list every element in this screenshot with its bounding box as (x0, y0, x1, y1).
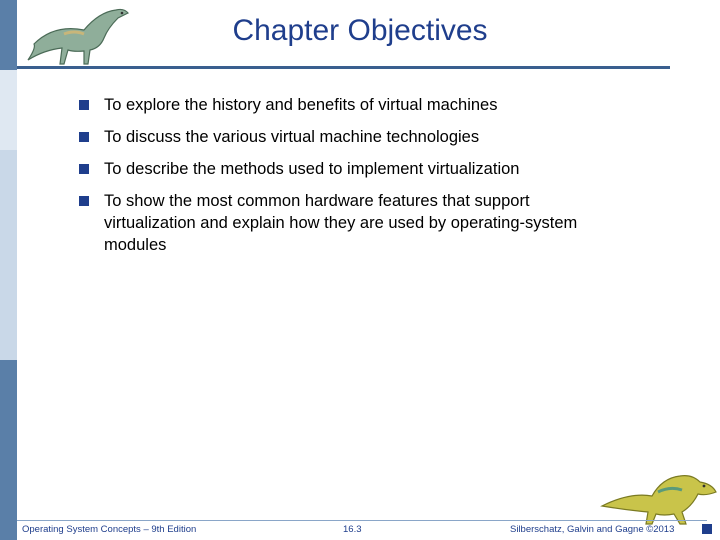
list-item-text: To explore the history and benefits of virtual machines (104, 96, 498, 114)
bullet-square-icon (79, 164, 89, 174)
list-item (78, 126, 598, 148)
dinosaur-icon (600, 462, 718, 528)
bullet-square-icon (79, 196, 89, 206)
list-item-text: To show the most common hardware features that support virtualization and explain how they are used by operating-system modules (104, 192, 578, 254)
list-item-text: To describe the methods used to implement virtualization (104, 160, 520, 178)
footer-authors: Silberschatz, Galvin and Gagne ©2013 (510, 524, 675, 535)
side-color-bar (0, 0, 17, 540)
footer-divider (17, 520, 707, 521)
title-divider (17, 66, 670, 69)
corner-square-icon (702, 524, 712, 534)
footer-book-title: Operating System Concepts – 9th Edition (22, 524, 197, 535)
list-item (78, 190, 598, 256)
list-item (78, 158, 598, 180)
dinosaur-icon (24, 4, 139, 68)
bullet-square-icon (79, 132, 89, 142)
page-number: 16.3 (343, 524, 362, 535)
bullet-square-icon (79, 100, 89, 110)
page-title: Chapter Objectives (232, 14, 488, 47)
objectives-list (78, 94, 598, 266)
list-item (78, 94, 598, 116)
list-item-text: To discuss the various virtual machine technologies (104, 128, 480, 146)
